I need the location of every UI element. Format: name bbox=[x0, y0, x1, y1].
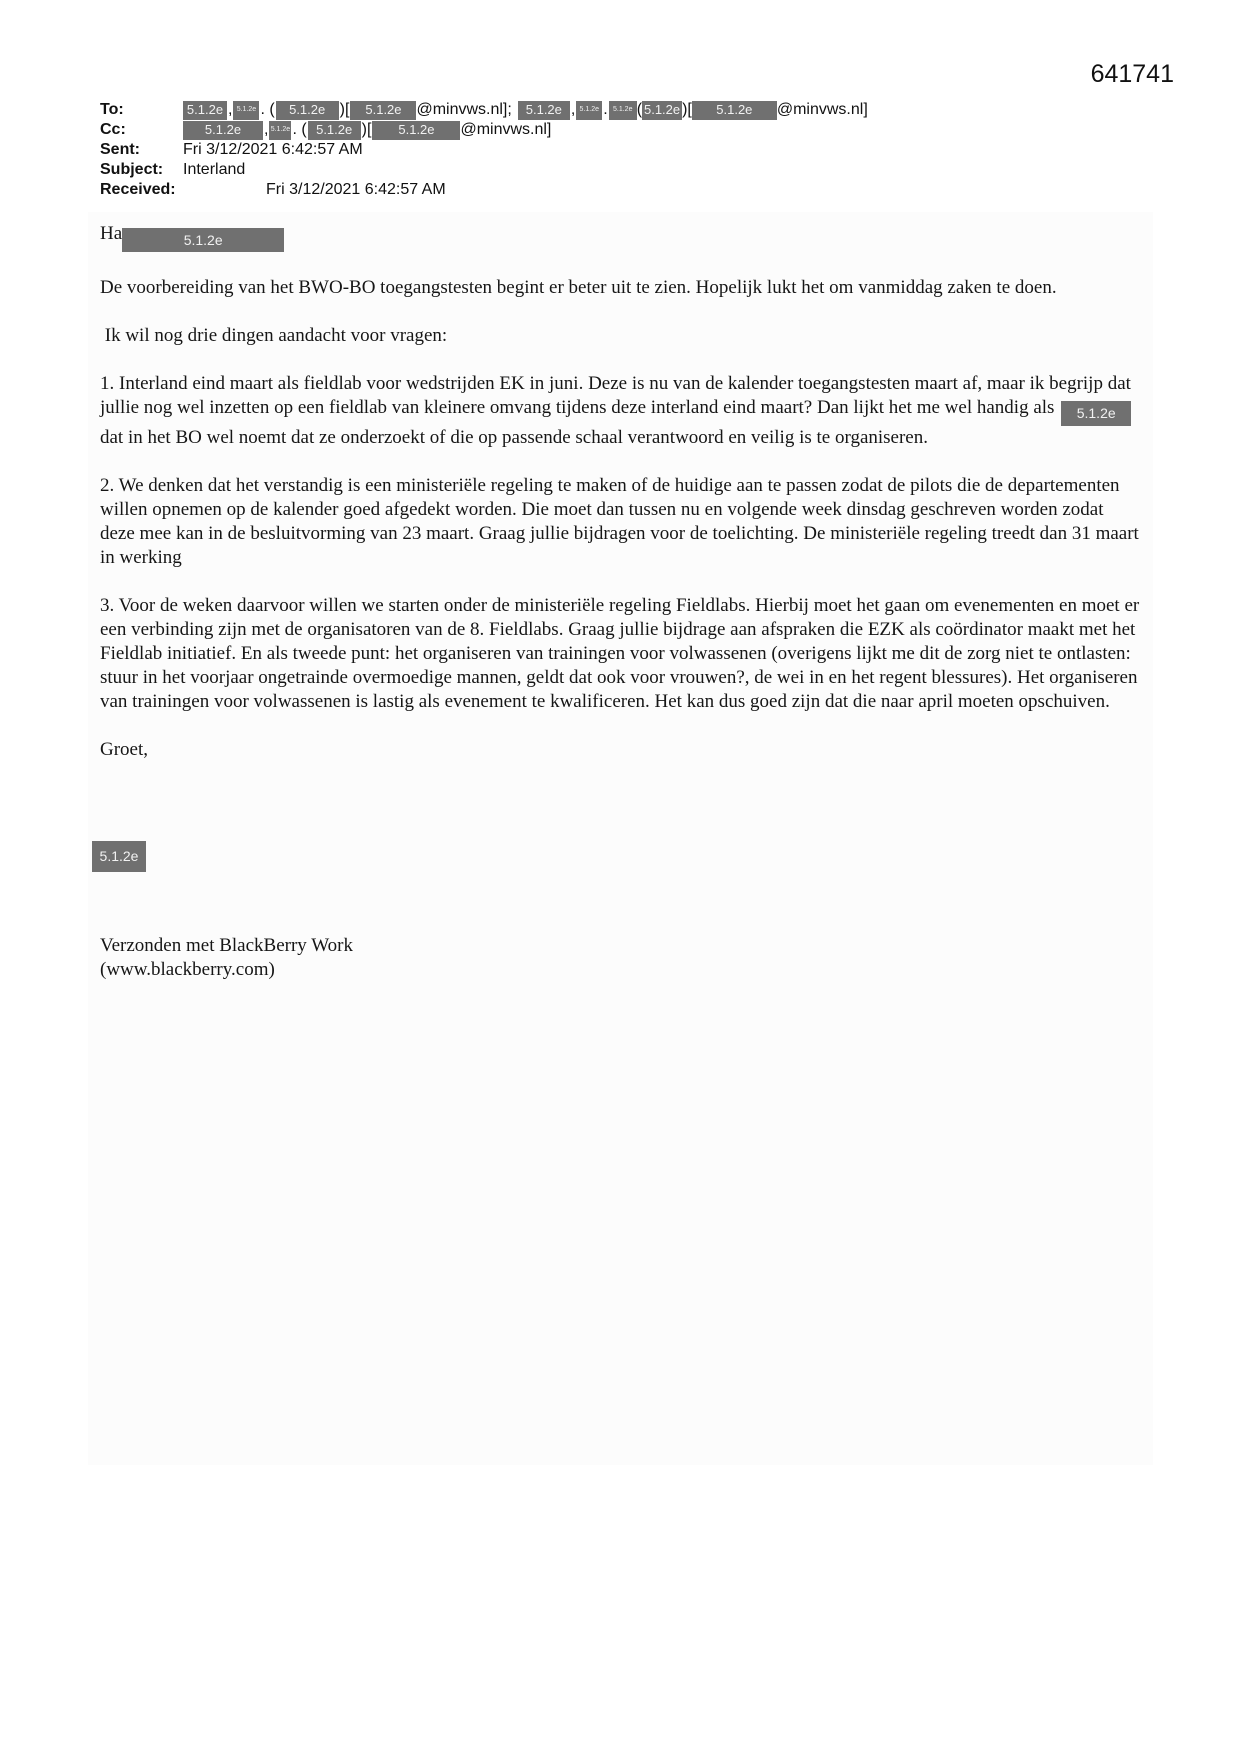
subject-row bbox=[100, 160, 868, 180]
email-domain: @minvws.nl] bbox=[460, 121, 552, 138]
separator: )[ bbox=[682, 101, 692, 118]
point-1-text-a: 1. Interland eind maart als fieldlab voor wedstrijden EK in juni. Deze is nu van de kalender toegangstesten maart af, maar ik begrijp dat jullie nog wel inzetten op een fieldlab van kleinere omvang tijdens deze interland eind maart? Dan lijkt het me wel handig als bbox=[100, 373, 1131, 418]
redaction-block: 5.1.2e bbox=[642, 101, 682, 120]
separator: , bbox=[570, 101, 576, 118]
email-domain: @minvws.nl]; bbox=[416, 101, 512, 118]
greeting-text: Ha bbox=[100, 223, 123, 244]
redaction-block: 5.1.2e bbox=[308, 121, 361, 140]
paragraph-questions-intro: Ik wil nog drie dingen aandacht voor vragen: bbox=[100, 325, 448, 346]
closing: Groet, bbox=[100, 739, 149, 760]
document-id-number: 641741 bbox=[1090, 60, 1174, 88]
separator: )[ bbox=[361, 121, 372, 138]
received-row bbox=[100, 180, 868, 200]
footer-line-url: (www.blackberry.com) bbox=[100, 959, 275, 980]
received-label: Received: bbox=[100, 181, 176, 198]
email-footer bbox=[100, 934, 353, 982]
cc-label: Cc: bbox=[100, 121, 126, 138]
redaction-block: 5.1.2e bbox=[233, 101, 259, 120]
greeting-line bbox=[100, 222, 1140, 252]
redaction-block: 5.1.2e bbox=[183, 101, 227, 120]
redaction-block: 5.1.2e bbox=[269, 121, 291, 140]
footer-line-sent-with: Verzonden met BlackBerry Work bbox=[100, 935, 353, 956]
to-label: To: bbox=[100, 101, 124, 118]
redaction-block: 5.1.2e bbox=[518, 101, 570, 120]
sent-value: Fri 3/12/2021 6:42:57 AM bbox=[183, 141, 363, 158]
redaction-block: 5.1.2e bbox=[122, 228, 284, 252]
separator: . ( bbox=[260, 101, 275, 118]
redaction-block: 5.1.2e bbox=[350, 101, 416, 120]
signature-redaction: 5.1.2e bbox=[92, 841, 146, 872]
separator: ( bbox=[636, 101, 643, 118]
to-row bbox=[100, 100, 868, 120]
sent-row bbox=[100, 140, 868, 160]
redaction-block: 5.1.2e bbox=[609, 101, 637, 120]
redaction-block: 5.1.2e bbox=[692, 101, 777, 120]
cc-row bbox=[100, 120, 868, 140]
paragraph-point-1 bbox=[100, 372, 1140, 450]
separator: . bbox=[603, 101, 608, 118]
redaction-block: 5.1.2e bbox=[183, 121, 263, 140]
paragraph-point-2: 2. We denken dat het verstandig is een ministeriële regeling te maken of de huidige aan te passen zodat de pilots die de departementen willen opnemen op de kalender goed afgedekt worden. Die moet dan tussen nu en volgende week dinsdag geschreven worden zodat deze mee kan in de besluitvorming van 23 maart. Graag jullie bijdragen voor de toelichting. De ministeriële regeling treedt dan 31 maart in werking bbox=[100, 475, 1139, 568]
email-header bbox=[100, 100, 868, 200]
paragraph-intro: De voorbereiding van het BWO-BO toegangstesten begint er beter uit te zien. Hopelijk lukt het om vanmiddag zaken te doen. bbox=[100, 277, 1057, 298]
sent-label: Sent: bbox=[100, 141, 140, 158]
subject-value: Interland bbox=[183, 161, 246, 178]
redaction-block: 5.1.2e bbox=[576, 101, 602, 120]
separator: . ( bbox=[292, 121, 307, 138]
email-body bbox=[100, 222, 1140, 786]
to-value bbox=[183, 100, 868, 120]
redaction-block: 5.1.2e bbox=[276, 101, 339, 120]
separator: , bbox=[264, 121, 269, 138]
redaction-block: 5.1.2e bbox=[372, 121, 460, 140]
paragraph-point-3: 3. Voor de weken daarvoor willen we starten onder de ministeriële regeling Fieldlabs. Hierbij moet het gaan om evenementen en moet er een verbinding zijn met de organisatoren van de 8. Fieldlabs. Graag jullie bijdrage aan afspraken die EZK als coördinator maakt met het Fieldlab initiatief. En als tweede punt: het organiseren van trainingen voor volwassenen (overigens lijkt me dit de zorg niet te ontlasten: stuur in het voorjaar ongetrainde overmoedige mannen, geldt dat ook voor vrouwen?, de wei in en het regent blessures). Het organiseren van trainingen voor volwassenen is lastig als evenement te kwalificeren. Het kan dus goed zijn dat die naar april moeten opschuiven. bbox=[100, 595, 1140, 712]
email-domain: @minvws.nl] bbox=[776, 101, 868, 118]
cc-value bbox=[183, 120, 551, 140]
separator: , bbox=[228, 101, 233, 118]
received-value: Fri 3/12/2021 6:42:57 AM bbox=[266, 181, 446, 198]
separator: )[ bbox=[339, 101, 350, 118]
redaction-block: 5.1.2e bbox=[1061, 401, 1131, 426]
subject-label: Subject: bbox=[100, 161, 164, 178]
point-1-text-b: dat in het BO wel noemt dat ze onderzoekt of die op passende schaal verantwoord en veilig is te organiseren. bbox=[100, 427, 928, 448]
